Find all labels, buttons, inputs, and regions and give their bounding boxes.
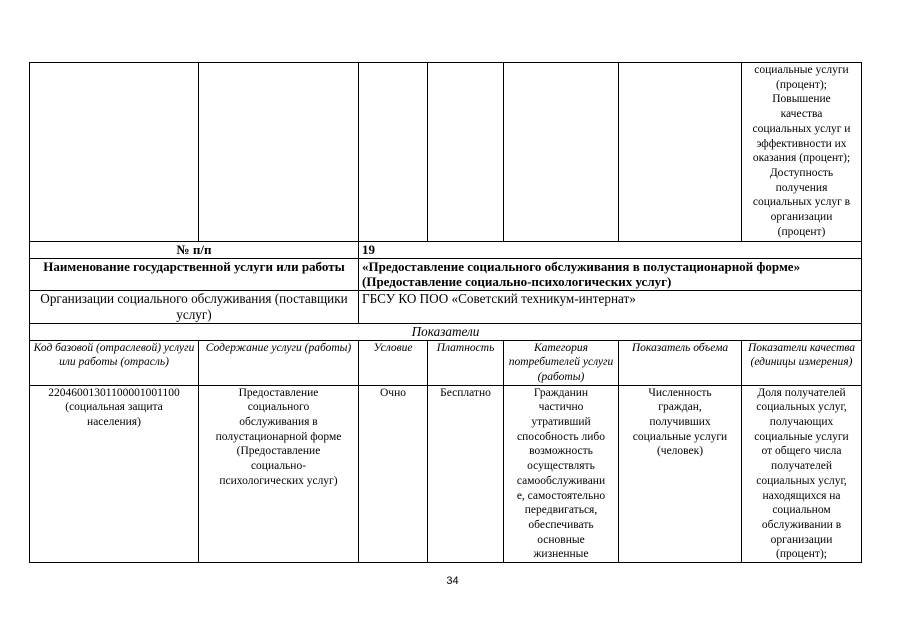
header-condition: Условие xyxy=(359,340,428,385)
number-value: 19 xyxy=(359,242,862,259)
service-name-value: «Предоставление социального обслуживания в полустационарной форме» (Предоставление социально-психологических услуг) xyxy=(359,258,862,290)
header-category: Категория потребителей услуги (работы) xyxy=(504,340,619,385)
content-cell: Предоставление социального обслуживания в полустационарной форме (Предоставление социально- психологических услуг) xyxy=(199,385,359,562)
volume-cell: Численность граждан, получивших социальные услуги (человек) xyxy=(619,385,742,562)
indicators-title-row xyxy=(30,323,862,340)
number-label: № п/п xyxy=(30,242,359,259)
condition-cell: Очно xyxy=(359,385,428,562)
payment-cell: Бесплатно xyxy=(428,385,504,562)
header-volume: Показатель объема xyxy=(619,340,742,385)
empty-cell xyxy=(428,63,504,242)
code-cell: 22046001301100001001100 (социальная защита населения) xyxy=(30,385,199,562)
service-name-label: Наименование государственной услуги или работы xyxy=(30,258,359,290)
header-code: Код базовой (отраслевой) услуги или работы (отрасль) xyxy=(30,340,199,385)
empty-cell xyxy=(199,63,359,242)
number-row xyxy=(30,242,862,259)
quality-continuation-cell: социальные услуги (процент); Повышение качества социальных услуг и эффективности их оказания (процент); Доступность получения социальных услуг в организации (процент) xyxy=(742,63,862,242)
empty-cell xyxy=(619,63,742,242)
quality-cell: Доля получателей социальных услуг, получающих социальные услуги от общего числа получателей социальных услуг, находящихся на социальном обслуживании в организации (процент); xyxy=(742,385,862,562)
indicators-title: Показатели xyxy=(30,323,862,340)
service-name-row xyxy=(30,258,862,290)
organization-row xyxy=(30,290,862,323)
organization-label: Организации социального обслуживания (поставщики услуг) xyxy=(30,290,359,323)
header-row xyxy=(30,340,862,385)
empty-cell xyxy=(30,63,199,242)
continuation-row xyxy=(30,63,862,242)
header-content: Содержание услуги (работы) xyxy=(199,340,359,385)
header-payment: Платность xyxy=(428,340,504,385)
empty-cell xyxy=(359,63,428,242)
data-row xyxy=(30,385,862,562)
organization-value: ГБСУ КО ПОО «Советский техникум-интернат» xyxy=(359,290,862,323)
category-cell: Гражданин частично утративший способность либо возможность осуществлять самообслуживани е, самостоятельно передвигаться, обеспечивать основные жизненные xyxy=(504,385,619,562)
empty-cell xyxy=(504,63,619,242)
services-table xyxy=(29,62,862,563)
page-number: 34 xyxy=(446,575,459,587)
header-quality: Показатели качества (единицы измерения) xyxy=(742,340,862,385)
